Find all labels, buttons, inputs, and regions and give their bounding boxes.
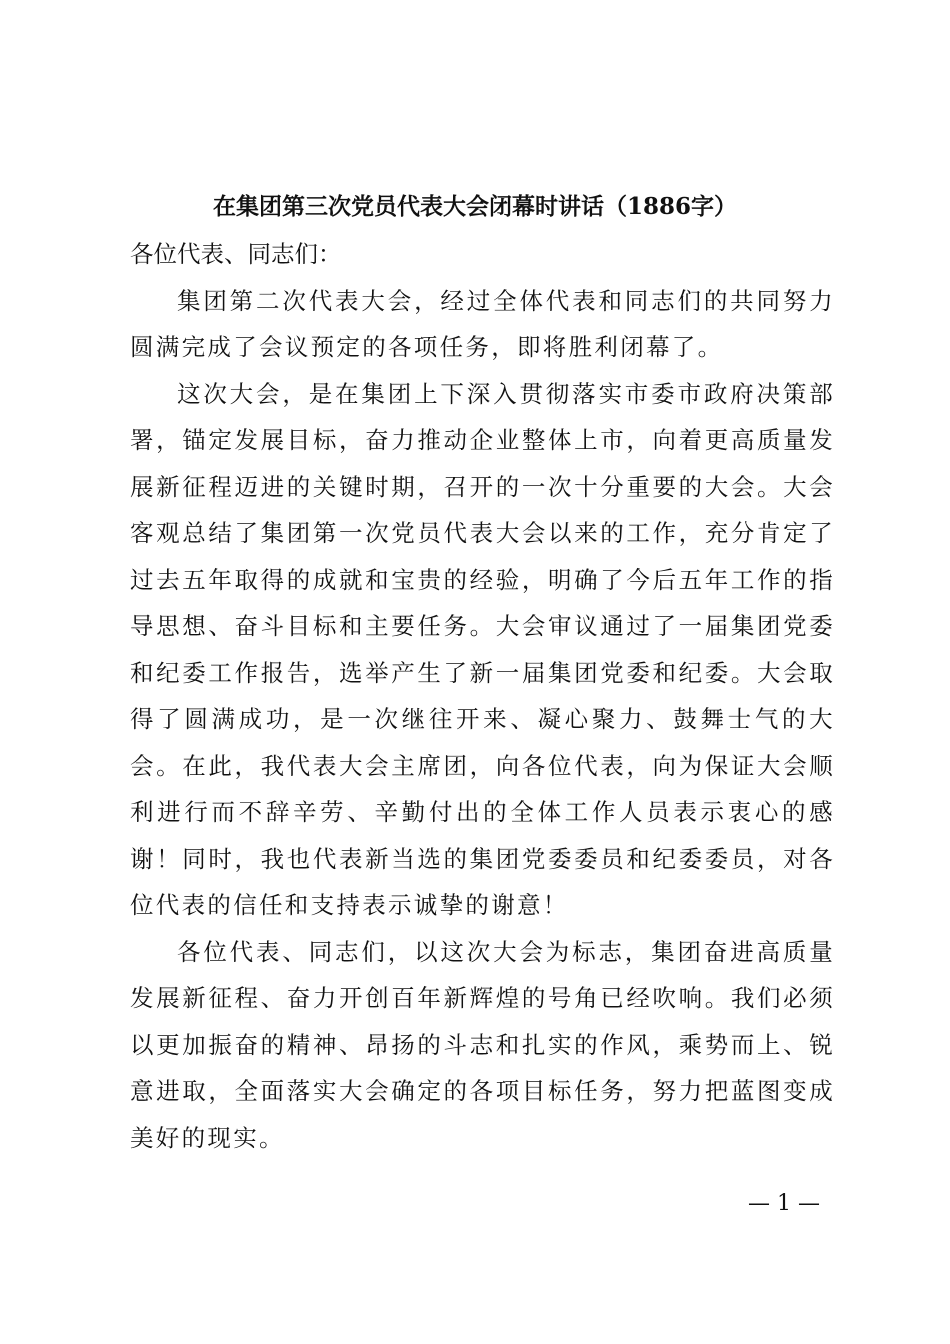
salutation: 各位代表、同志们： — [130, 240, 342, 268]
page-number: — 1 — — [748, 1191, 820, 1216]
paragraph-summary: 这次大会，是在集团上下深入贯彻落实市委市政府决策部署，锚定发展目标，奋力推动企业整体上市，向着更高质量发展新征程迈进的关键时期，召开的一次十分重要的大会。大会客观总结了集团第一次党员代表大会以来的工作，充分肯定了过去五年取得的成就和宝贵的经验，明确了今后五年工作的指导思想、奋斗目标和主要任务。大会审议通过了一届集团党委和纪委工作报告，选举产生了新一届集团党委和纪委。大会取得了圆满成功，是一次继往开来、凝心聚力、鼓舞士气的大会。在此，我代表大会主席团，向各位代表，向为保证大会顺利进行而不辞辛劳、辛勤付出的全体工作人员表示衷心的感谢！同时，我也代表新当选的集团党委委员和纪委委员，对各位代表的信任和支持表示诚挚的谢意！ — [130, 379, 835, 919]
document-body — [130, 231, 835, 1161]
paragraph-opening: 集团第二次代表大会，经过全体代表和同志们的共同努力圆满完成了会议预定的各项任务，即将胜利闭幕了。 — [130, 286, 835, 361]
document-title: 在集团第三次党员代表大会闭幕时讲话（1886字） — [212, 193, 737, 220]
paragraph-closing: 各位代表、同志们，以这次大会为标志，集团奋进高质量发展新征程、奋力开创百年新辉煌的号角已经吹响。我们必须以更加振奋的精神、昂扬的斗志和扎实的作风，乘势而上、锐意进取，全面落实大会确定的各项目标任务，努力把蓝图变成美好的现实。 — [130, 937, 835, 1152]
